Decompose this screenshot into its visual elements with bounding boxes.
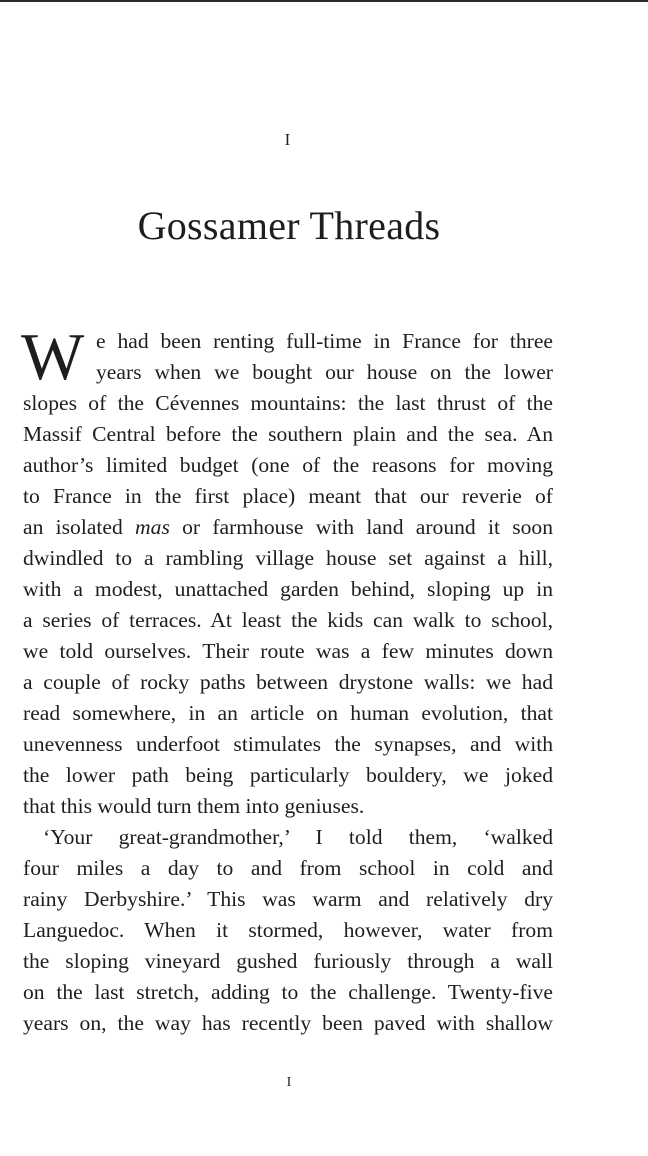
chapter-body-text: [21, 320, 554, 1039]
text-line: ‘Your great-grandmother,’ I told them, ‘walked: [43, 825, 553, 849]
text-line: slopes of the Cévennes mountains: the last thrust of the: [23, 391, 553, 415]
text-line: dwindled to a rambling village house set against a hill,: [23, 546, 553, 570]
text-line: four miles a day to and from school in cold and: [23, 856, 553, 880]
text-line: a series of terraces. At least the kids can walk to school,: [23, 608, 553, 632]
text-line: years when we bought our house on the lower: [96, 360, 553, 384]
text-line: Languedoc. When it stormed, however, water from: [23, 918, 553, 942]
text-line: [23, 512, 553, 543]
text-line: the sloping vineyard gushed furiously through a wall: [23, 949, 553, 973]
text-line: author’s limited budget (one of the reasons for moving: [23, 453, 553, 477]
chapter-title: Gossamer Threads: [137, 203, 441, 248]
text-line: we told ourselves. Their route was a few minutes down: [23, 639, 553, 663]
text-line: unevenness underfoot stimulates the synapses, and with: [23, 732, 553, 756]
text-line: with a modest, unattached garden behind, sloping up in: [23, 577, 553, 601]
drop-cap: W: [21, 320, 85, 394]
text-fragment: or farmhouse with land around it soon: [169, 515, 554, 539]
text-line: a couple of rocky paths between drystone walls: we had: [23, 670, 553, 694]
text-line: the lower path being particularly bouldery, we joked: [23, 763, 553, 787]
text-line: e had been renting full-time in France for three: [96, 329, 553, 353]
text-line: to France in the first place) meant that our reverie of: [23, 484, 553, 508]
italic-word: mas: [135, 515, 170, 539]
chapter-number: I: [284, 130, 292, 149]
text-line: Massif Central before the southern plain and the sea. An: [23, 422, 553, 446]
text-line: years on, the way has recently been paved with shallow: [23, 1011, 553, 1035]
text-line: on the last stretch, adding to the challenge. Twenty-five: [23, 980, 553, 1004]
text-line: rainy Derbyshire.’ This was warm and relatively dry: [23, 887, 553, 911]
text-line: that this would turn them into geniuses.: [23, 794, 365, 818]
text-line: read somewhere, in an article on human evolution, that: [23, 701, 553, 725]
page-number: I: [286, 1075, 292, 1090]
text-fragment: an isolated: [23, 515, 136, 539]
